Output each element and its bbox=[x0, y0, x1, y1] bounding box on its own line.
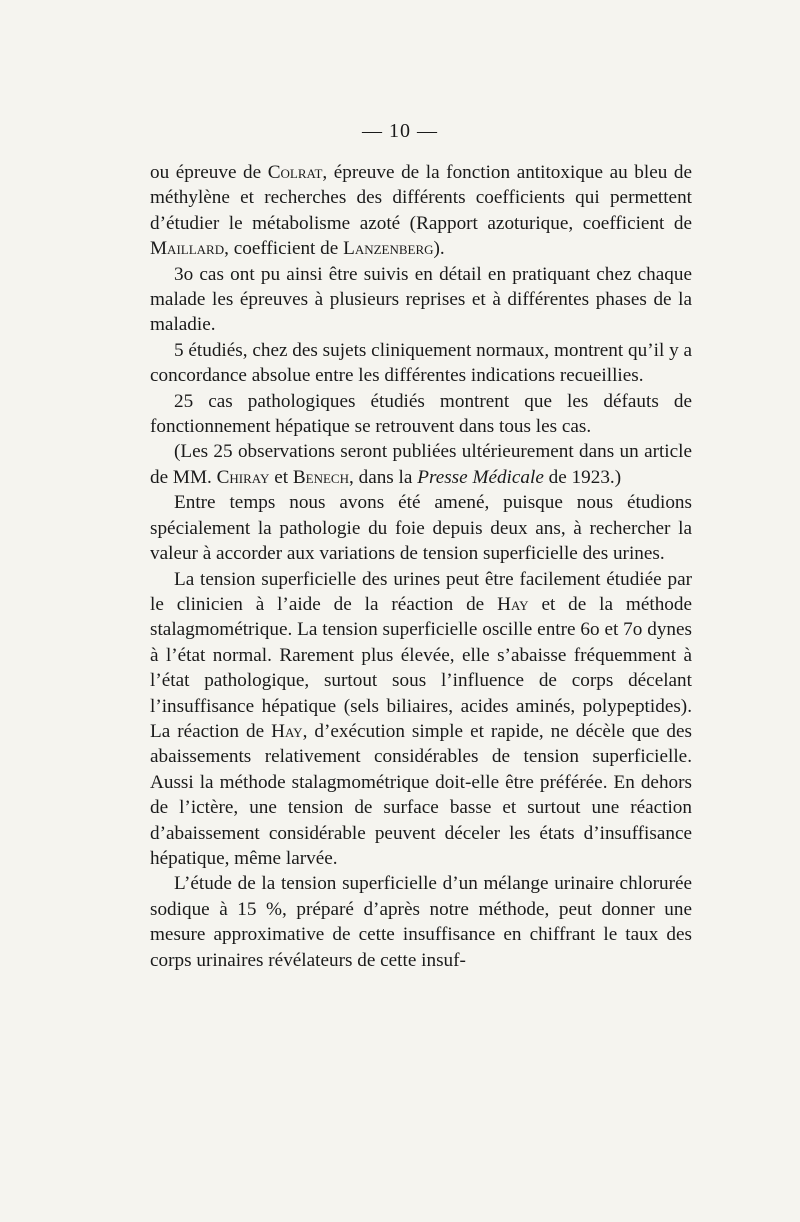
paragraph-5 bbox=[150, 439, 692, 490]
body-text bbox=[150, 160, 692, 973]
paragraph-1-text-g: ). bbox=[433, 238, 445, 260]
paragraph-5-text-g: de 1923.) bbox=[543, 466, 622, 488]
paragraph-1 bbox=[150, 160, 692, 262]
paragraph-5-text-c: et bbox=[269, 466, 293, 488]
paragraph-1-text-c: , épreuve de la fonction antitoxique au bleu de méthylène et recherches des différents coefficients qui permettent d’étudier le métabolisme azoté (Rapport azoturique, coefficient de bbox=[150, 162, 692, 234]
paragraph-4: 25 cas pathologiques étudiés montrent que les défauts de fonctionnement hépatique se retrouvent dans tous les cas. bbox=[150, 390, 692, 438]
paragraph-1-text-e: , coefficient de bbox=[224, 238, 344, 260]
journal-title: Presse Médicale bbox=[417, 466, 544, 488]
paragraph-5-text-e: , dans la bbox=[349, 466, 418, 488]
paragraph-7-text-a: La tension superficielle des urines peut être facilement étudiée par le clinicien à l’aide de la réaction de bbox=[150, 568, 692, 615]
author-name-hay: Hay bbox=[497, 593, 529, 615]
paragraph-2: 3o cas ont pu ainsi être suivis en détail en pratiquant chez chaque malade les épreuves à plusieurs reprises et à différentes phases de la maladie. bbox=[150, 263, 692, 336]
paragraph-5-text-a: (Les 25 observations seront publiées ultérieurement dans un article de MM. bbox=[150, 441, 692, 488]
paragraph-7-text-e: , d’exécution simple et rapide, ne décèle que des abaissements relativement considérables de tension superficielle. Aussi la méthode stalagmométrique doit-elle être préférée. En dehors de l’ictère, une tension de surface basse et surtout une réaction d’abaissement considérable peuvent déceler les états d’insuffisance hépatique, même larvée. bbox=[150, 720, 692, 869]
paragraph-1-text-a: ou épreuve de bbox=[150, 162, 268, 183]
author-name-maillard: Maillard bbox=[150, 238, 225, 260]
paragraph-7 bbox=[150, 567, 692, 872]
paragraph-3: 5 étudiés, chez des sujets cliniquement normaux, montrent qu’il y a concordance absolue entre les différentes indications recueillies. bbox=[150, 339, 692, 387]
author-name-chiray: Chiray bbox=[216, 466, 270, 488]
paragraph-7-text-c: et de la méthode stalagmométrique. La tension superficielle oscille entre 6o et 7o dynes à l’état normal. Rarement plus élevée, elle s’abaisse fréquemment à l’état pathologique, surtout sous l’influence de corps décelant l’insuffisance hépatique (sels biliaires, acides aminés, polypeptides). La réaction de bbox=[150, 593, 692, 742]
paragraph-8: L’étude de la tension superficielle d’un mélange urinaire chlorurée sodique à 15 %, préparé d’après notre méthode, peut donner une mesure approximative de cette insuffisance en chiffrant le taux des corps urinaires révélateurs de cette insuf- bbox=[150, 873, 692, 971]
author-name-hay-2: Hay bbox=[271, 720, 303, 742]
author-name-colrat: Colrat bbox=[267, 162, 323, 183]
author-name-lanzenberg: Lanzenberg bbox=[343, 238, 434, 260]
author-name-benech: Benech bbox=[292, 466, 349, 488]
paragraph-6: Entre temps nous avons été amené, puisque nous étudions spécialement la pathologie du foie depuis deux ans, à rechercher la valeur à accorder aux variations de tension superficielle des urines. bbox=[150, 492, 692, 565]
page-number: — 10 — bbox=[362, 120, 438, 142]
